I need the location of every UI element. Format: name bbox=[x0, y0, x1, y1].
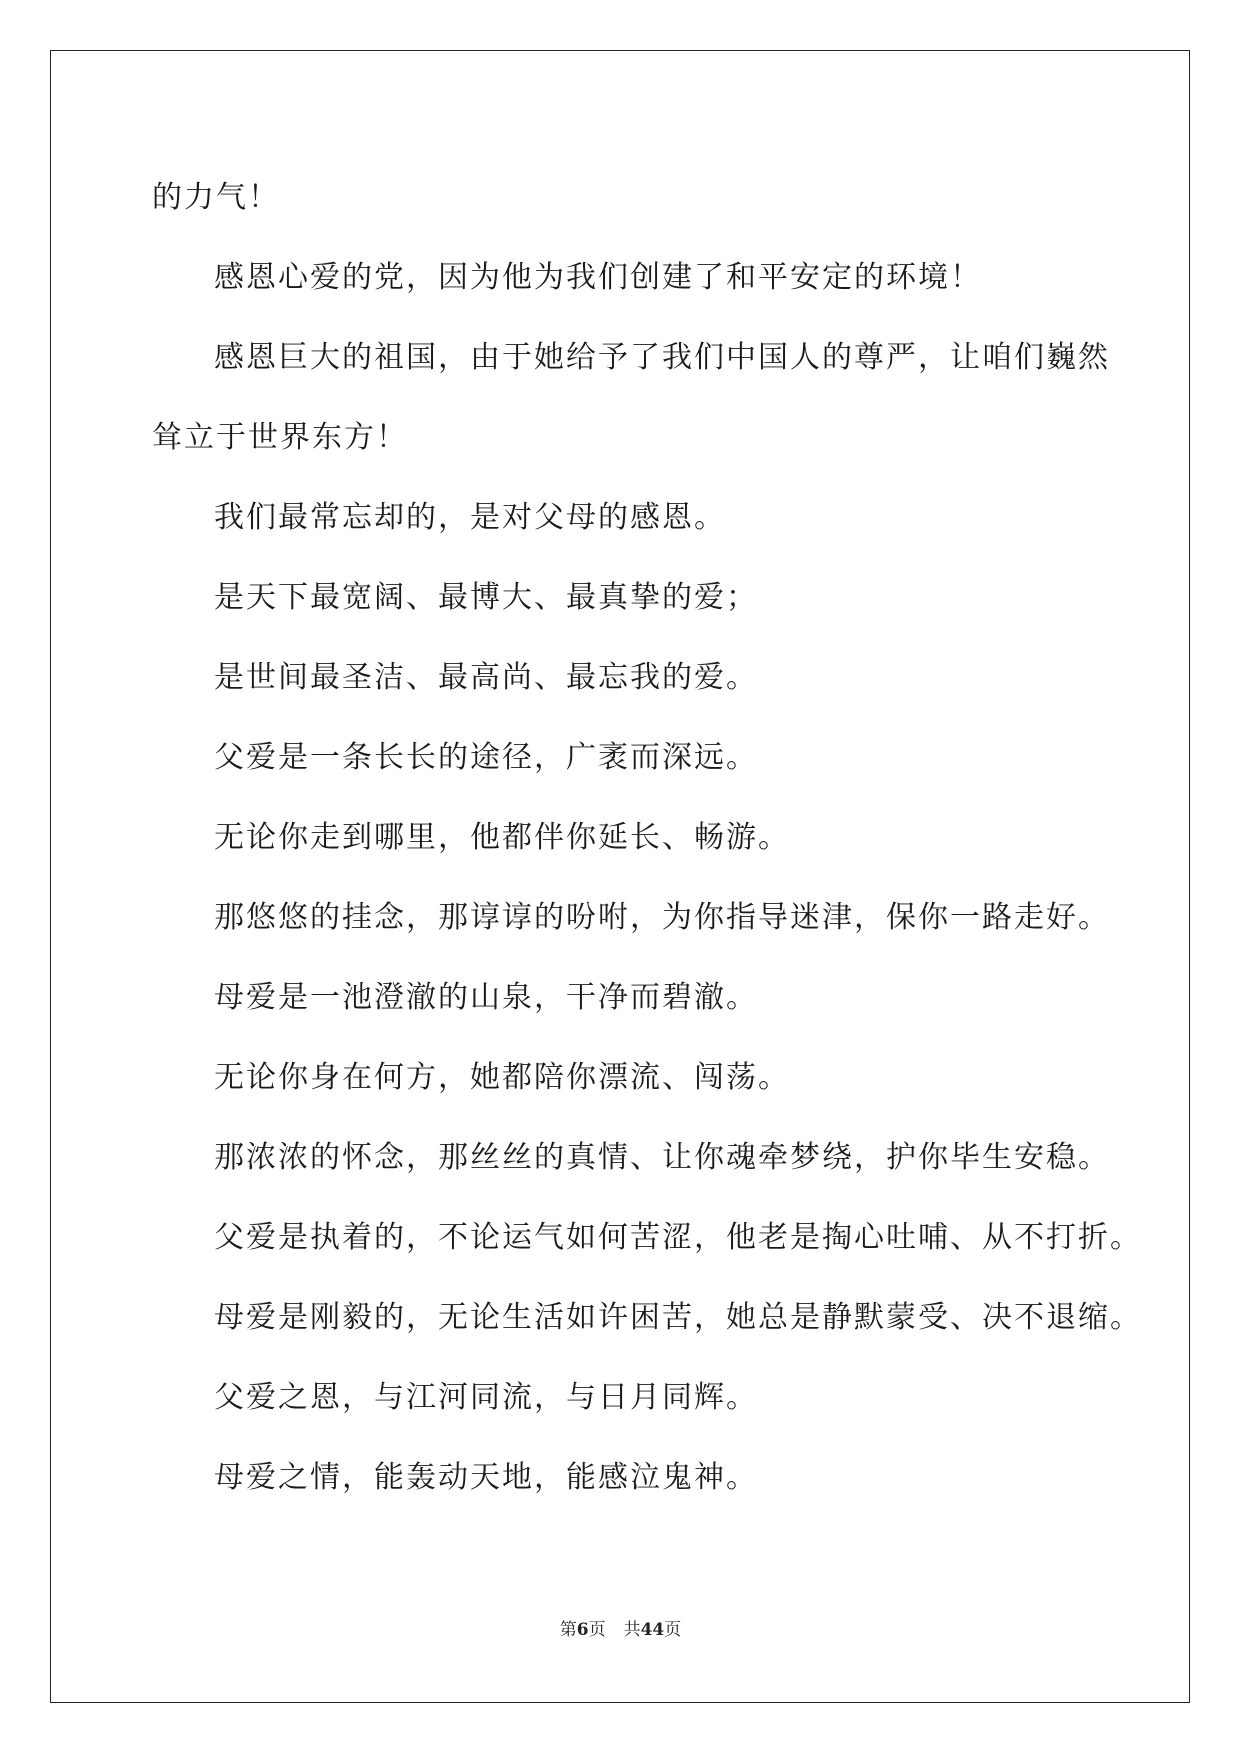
page-footer bbox=[0, 1619, 1241, 1641]
paragraph: 的力气！ bbox=[152, 180, 280, 215]
page-prefix: 第 bbox=[559, 1620, 577, 1640]
total-prefix: 共 bbox=[623, 1620, 641, 1640]
total-pages: 44 bbox=[640, 1620, 665, 1640]
paragraph: 母爱是一池澄澈的山泉，干净而碧澈。 bbox=[214, 980, 758, 1015]
paragraph: 母爱是刚毅的，无论生活如许困苦，她总是静默蒙受、决不退缩。 bbox=[214, 1300, 1142, 1335]
paragraph: 父爱之恩，与江河同流，与日月同辉。 bbox=[214, 1380, 758, 1415]
paragraph: 我们最常忘却的，是对父母的感恩。 bbox=[214, 500, 726, 535]
paragraph: 无论你走到哪里，他都伴你延长、畅游。 bbox=[214, 820, 790, 855]
paragraph: 是天下最宽阔、最博大、最真挚的爱； bbox=[214, 580, 758, 615]
paragraph: 父爱是执着的，不论运气如何苦涩，他老是掏心吐哺、从不打折。 bbox=[214, 1220, 1142, 1255]
paragraph: 无论你身在何方，她都陪你漂流、闯荡。 bbox=[214, 1060, 790, 1095]
paragraph: 是世间最圣洁、最高尚、最忘我的爱。 bbox=[214, 660, 758, 695]
paragraph: 耸立于世界东方！ bbox=[152, 420, 408, 455]
page-suffix: 页 bbox=[588, 1620, 606, 1640]
paragraph: 感恩巨大的祖国，由于她给予了我们中国人的尊严，让咱们巍然 bbox=[214, 340, 1110, 375]
paragraph: 感恩心爱的党，因为他为我们创建了和平安定的环境！ bbox=[214, 260, 982, 295]
document-body bbox=[152, 158, 1142, 1518]
paragraph: 父爱是一条长长的途径，广袤而深远。 bbox=[214, 740, 758, 775]
paragraph: 那悠悠的挂念，那谆谆的吩咐，为你指导迷津，保你一路走好。 bbox=[214, 900, 1110, 935]
paragraph: 那浓浓的怀念，那丝丝的真情、让你魂牵梦绕，护你毕生安稳。 bbox=[214, 1140, 1110, 1175]
paragraph: 母爱之情，能轰动天地，能感泣鬼神。 bbox=[214, 1460, 758, 1495]
total-suffix: 页 bbox=[664, 1620, 682, 1640]
page-number: 6 bbox=[576, 1620, 589, 1640]
